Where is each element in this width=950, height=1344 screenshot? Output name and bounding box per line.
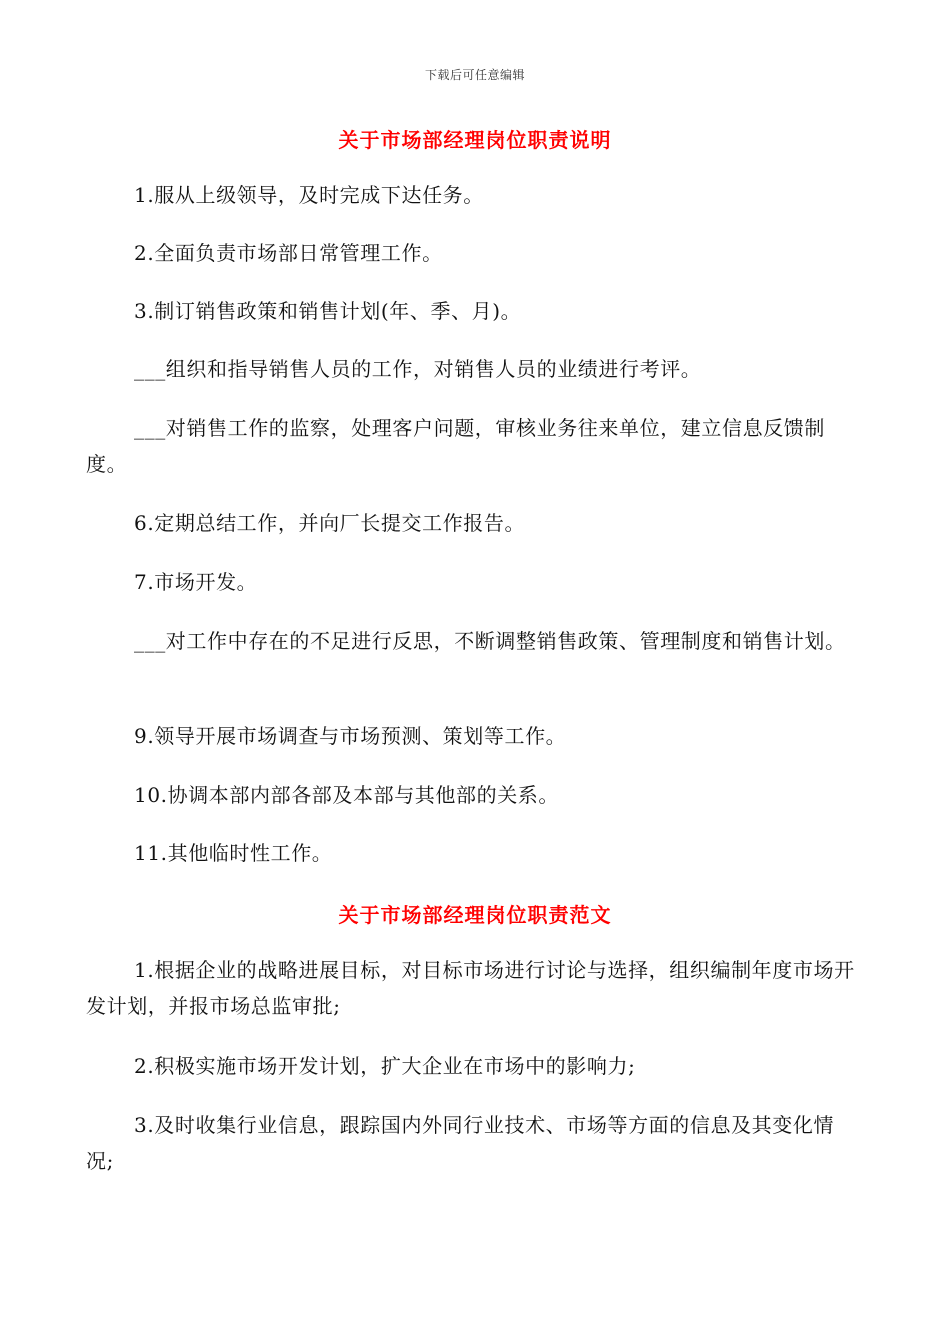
section-title-duties-sample: 关于市场部经理岗位职责范文 bbox=[338, 903, 612, 927]
duty-item-5: ___对销售工作的监察，处理客户问题，审核业务往来单位，建立信息反馈制度。 bbox=[86, 416, 825, 476]
duty-item-8: ___对工作中存在的不足进行反思，不断调整销售政策、管理制度和销售计划。 bbox=[134, 629, 846, 653]
duty-item-2: 2.全面负责市场部日常管理工作。 bbox=[134, 241, 443, 265]
duty-item-3: 3.制订销售政策和销售计划(年、季、月)。 bbox=[134, 299, 522, 323]
duty-item-7: 7.市场开发。 bbox=[134, 570, 258, 594]
duty-item-9: 9.领导开展市场调查与市场预测、策划等工作。 bbox=[134, 724, 567, 748]
sample-item-1: 1.根据企业的战略进展目标，对目标市场进行讨论与选择，组织编制年度市场开发计划，并报市场总监审批; bbox=[86, 958, 855, 1018]
sample-item-2: 2.积极实施市场开发计划，扩大企业在市场中的影响力; bbox=[134, 1054, 636, 1078]
duty-item-10: 10.协调本部内部各部及本部与其他部的关系。 bbox=[134, 783, 560, 807]
sample-item-3: 3.及时收集行业信息，跟踪国内外同行业技术、市场等方面的信息及其变化情况; bbox=[86, 1113, 835, 1173]
section-title-duties-description: 关于市场部经理岗位职责说明 bbox=[338, 128, 612, 152]
duty-item-6: 6.定期总结工作，并向厂长提交工作报告。 bbox=[134, 511, 526, 535]
header-note: 下载后可任意编辑 bbox=[424, 68, 525, 82]
duty-item-1: 1.服从上级领导，及时完成下达任务。 bbox=[134, 183, 484, 207]
duty-item-11: 11.其他临时性工作。 bbox=[134, 841, 333, 865]
duty-item-4: ___组织和指导销售人员的工作，对销售人员的业绩进行考评。 bbox=[134, 357, 702, 381]
